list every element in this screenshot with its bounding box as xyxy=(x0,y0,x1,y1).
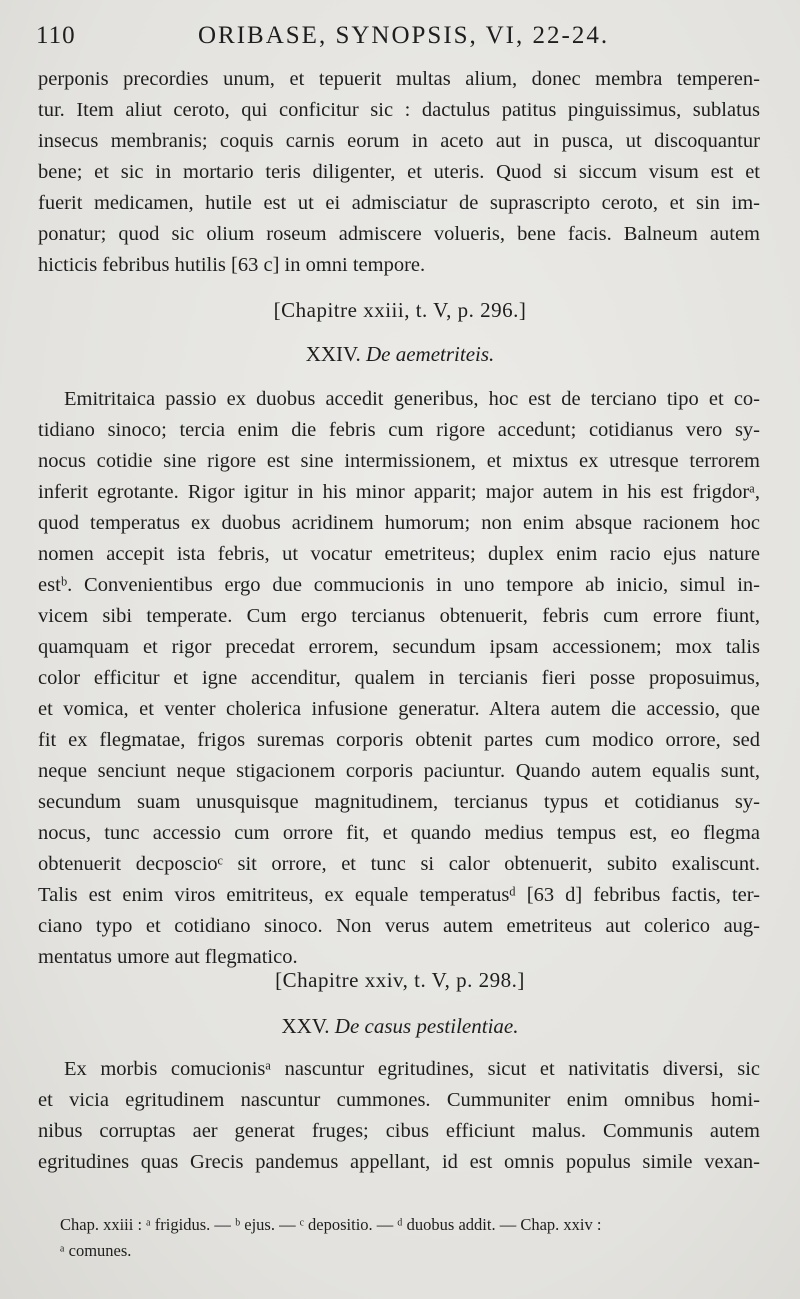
footnote-line: Chap. xxiii : ᵃ frigidus. — ᵇ ejus. — ᶜ depositio. — ᵈ duobus addit. — Chap. xxiv : xyxy=(60,1215,602,1234)
text-line: fit ex flegmatae, frigos suremas corporis obtenit partes cum modico orrore, sed xyxy=(38,729,760,751)
text-line: inferit egrotante. Rigor igitur in his minor apparit; major autem in his est frigdorᵃ, xyxy=(38,481,760,503)
text-line: bene; et sic in mortario teris diligenter, et uteris. Quod si siccum visum est et xyxy=(38,161,760,183)
text-line: secundum suam unusquisque magnitudinem, tercianus typus et cotidianus sy- xyxy=(38,791,760,813)
text-line: tidiano sinoco; tercia enim die febris cum rigore accedunt; cotidianus vero sy- xyxy=(38,419,760,441)
text-line: neque senciunt neque stigacionem corporis paciuntur. Quando autem equalis sunt, xyxy=(38,760,760,782)
section-title: De aemetriteis. xyxy=(366,342,495,366)
text-line: color efficitur et igne accenditur, qualem in tercianis fieri posse proposuimus, xyxy=(38,667,760,689)
chapter-reference-2: [Chapitre xxiv, t. V, p. 298.] xyxy=(275,968,525,992)
section-title: De casus pestilentiae. xyxy=(334,1014,519,1038)
page-number: 110 xyxy=(36,22,76,49)
text-line: ciano typo et cotidiano sinoco. Non verus autem emetriteus aut colerico aug- xyxy=(38,915,760,937)
paragraph-1 xyxy=(38,64,760,281)
footnote-line: ᵃ comunes. xyxy=(60,1241,132,1260)
chapter-reference-1: [Chapitre xxiii, t. V, p. 296.] xyxy=(273,298,527,322)
text-line: nibus corruptas aer generat fruges; cibus efficiunt malus. Communis autem xyxy=(38,1120,760,1142)
paragraph-3 xyxy=(38,1054,760,1178)
section-heading-2 xyxy=(0,1014,800,1039)
text-line: Talis est enim viros emitriteus, ex equale temperatusᵈ [63 d] febribus factis, ter- xyxy=(38,884,760,906)
text-line: Ex morbis comucionisᵃ nascuntur egritudines, sicut et nativitatis diversi, sic xyxy=(64,1058,760,1080)
text-line: hicticis febribus hutilis [63 c] in omni tempore. xyxy=(38,254,426,276)
footnotes xyxy=(60,1212,760,1264)
text-line: obtenuerit decposcioᶜ sit orrore, et tunc si calor obtenuerit, subito exaliscunt. xyxy=(38,853,760,875)
text-line: fuerit medicamen, hutile est ut ei admisciatur de suprascripto ceroto, et sin im- xyxy=(38,192,760,214)
text-line: nomen accepit ista febris, ut vocatur emetriteus; duplex enim racio ejus nature xyxy=(38,543,760,565)
text-line: mentatus umore aut flegmatico. xyxy=(38,946,298,968)
text-line: insecus membranis; coquis carnis eorum in aceto aut in pusca, ut discoquantur xyxy=(38,130,760,152)
section-number: XXV. xyxy=(281,1014,330,1038)
section-number: XXIV. xyxy=(305,342,361,366)
text-line: quod temperatus ex duobus acridinem humorum; non enim absque racionem hoc xyxy=(38,512,760,534)
text-line: estᵇ. Convenientibus ergo due commucionis in uno tempore ab inicio, simul in- xyxy=(38,574,760,596)
text-line: perponis precordies unum, et tepuerit multas alium, donec membra temperen- xyxy=(38,68,760,90)
text-line: nocus cotidie sine rigore est sine intermissionem, et mixtus ex utresque terrorem xyxy=(38,450,760,472)
text-line: egritudines quas Grecis pandemus appellant, id est omnis populus simile vexan- xyxy=(38,1151,760,1173)
section-heading-1 xyxy=(0,342,800,367)
text-line: Emitritaica passio ex duobus accedit generibus, hoc est de terciano tipo et co- xyxy=(64,388,760,410)
text-line: nocus, tunc accessio cum orrore fit, et quando medius tempus est, eo flegma xyxy=(38,822,760,844)
text-line: et vicia egritudinem nascuntur cummones. Cummuniter enim omnibus homi- xyxy=(38,1089,760,1111)
running-title: ORIBASE, SYNOPSIS, VI, 22-24. xyxy=(198,22,610,49)
text-line: vicem sibi temperate. Cum ergo tercianus obtenuerit, febris cum errore fiunt, xyxy=(38,605,760,627)
text-line: quamquam et rigor precedat errorem, secundum ipsam accessionem; mox talis xyxy=(38,636,760,658)
text-line: ponatur; quod sic olium roseum admiscere volueris, bene facis. Balneum autem xyxy=(38,223,760,245)
text-line: et vomica, et venter cholerica infusione generatur. Altera autem die accessio, que xyxy=(38,698,760,720)
running-head xyxy=(36,22,760,58)
text-line: tur. Item aliut ceroto, qui conficitur sic : dactulus patitus pinguissimus, sublatus xyxy=(38,99,760,121)
paragraph-2 xyxy=(38,384,760,973)
